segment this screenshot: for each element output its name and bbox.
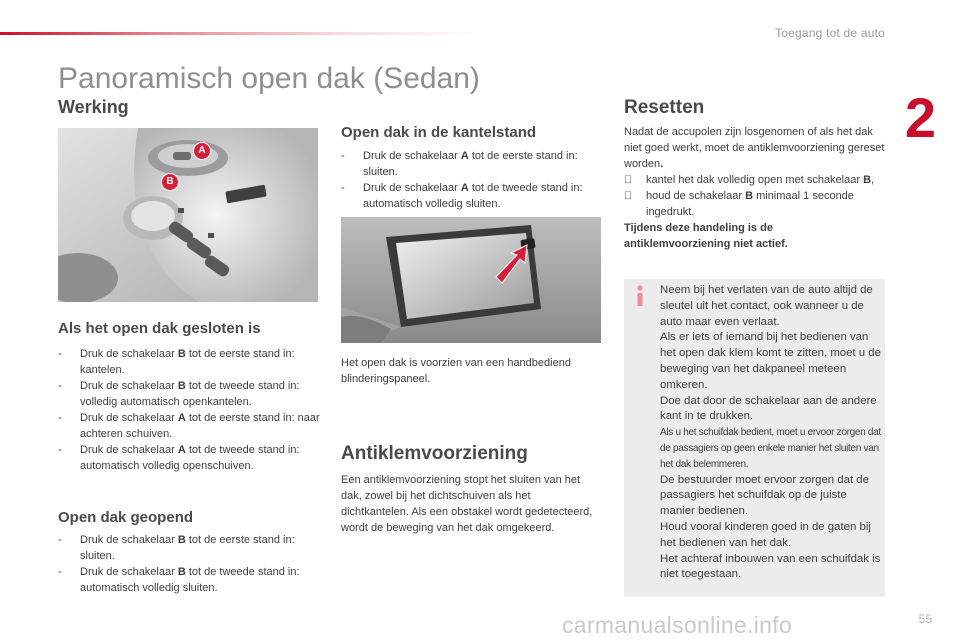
list-item [58,378,320,410]
page-number: 55 [918,612,932,626]
step-text: minimaal 1 seconde ingedrukt. [646,190,854,218]
step-text: tot de tweede stand in: volledig automatisch openkantelen. [80,380,300,408]
resetten-intro [624,124,886,172]
tilt-roof-steps [341,148,603,212]
roof-console-photo [58,128,318,302]
dash: - [341,150,345,162]
dash: - [58,380,62,392]
sunroof-photo [341,217,601,343]
step-text: Druk de schakelaar [363,150,461,162]
step-text: houd de schakelaar [646,190,746,202]
switch-key: B [177,380,186,392]
resetten-warning: Tijdens deze handeling is de antiklemvoorziening niet actief. [624,222,788,250]
switch-key: B [177,566,186,578]
info-icon [634,285,646,307]
dash: - [58,444,62,456]
resetten-heading: Resetten [624,97,705,118]
step-text: tot de eerste stand in: sluiten. [363,150,578,178]
switch-key: B [177,534,186,546]
antiklem-text: Een antiklemvoorziening stopt het sluiten van het dak, zowel bij het dichtschuiven als het dichtkantelen. Als een obstakel wordt gedetecteerd, wordt de beweging van het dak omgekeerd. [341,474,593,534]
list-item [58,564,320,596]
switch-key: A [460,182,469,194]
info-paragraph: Neem bij het verlaten van de auto altijd de sleutel uit het contact, ook wanneer u de auto maar even verlaat. [660,284,873,328]
dash: - [58,412,62,424]
step-text: tot de eerste stand in: sluiten. [80,534,295,562]
list-item [58,410,320,442]
switch-key: A [177,412,186,424]
switch-key: A [177,444,186,456]
open-roof-heading: Open dak geopend [58,509,194,526]
list-item [624,188,886,220]
step-text: tot de tweede stand in: automatisch volledig openschuiven. [80,444,300,472]
info-paragraph: De bestuurder moet ervoor zorgen dat de passagiers het schuifdak op de juiste manier bedienen. [660,473,869,518]
step-text: tot de tweede stand in: automatisch volledig sluiten. [80,566,300,594]
step-text: , [871,174,875,186]
step-text: Druk de schakelaar [80,566,178,578]
werking-heading: Werking [58,97,129,117]
header-accent-bar [0,32,480,35]
label-b-badge [161,173,179,191]
step-text: tot de eerste stand in: naar achteren schuiven. [80,412,320,440]
label-b-text: B [166,176,174,187]
antiklem-heading: Antiklemvoorziening [341,443,528,464]
list-item [58,346,320,378]
page-title: Panoramisch open dak (Sedan) [58,62,480,95]
list-item [341,148,603,180]
dash: - [58,348,62,360]
step-text: Druk de schakelaar [363,182,461,194]
checkbox-bullet-icon [624,172,632,188]
resetten-intro-text: Nadat de accupolen zijn losgenomen of als het dak niet goed werkt, moet de antiklemvoorziening gereset worden [624,126,885,170]
dash: - [341,182,345,194]
step-text: Druk de schakelaar [80,444,178,456]
switch-key: B [177,348,186,360]
step-text: Druk de schakelaar [80,412,178,424]
step-text: kantel het dak volledig open met schakelaar [646,174,864,186]
switch-key: B [745,190,754,202]
label-a-text: A [198,145,206,156]
step-text: Druk de schakelaar [80,380,178,392]
info-paragraph: Als er iets of iemand bij het bedienen van het open dak klem komt te zitten, moet u de beweging van het dakpaneel meteen omkeren. [660,331,881,391]
dash: - [58,534,62,546]
sunroof-illustration [341,217,601,343]
open-roof-steps [58,532,320,596]
closed-roof-steps [58,346,320,474]
resetten-intro-end: . [660,158,664,170]
list-item [341,180,603,212]
step-text: tot de eerste stand in: kantelen. [80,348,295,376]
info-text [660,283,882,583]
step-text: Druk de schakelaar [80,534,178,546]
watermark: carmanualsonline.info [562,612,793,638]
resetten-block [624,124,886,252]
closed-roof-heading: Als het open dak gesloten is [58,320,261,337]
dash: - [58,566,62,578]
info-paragraph: Het achteraf inbouwen van een schuifdak is niet toegestaan. [660,552,881,581]
switch-key: B [863,174,872,186]
checkbox-bullet-icon [624,188,632,204]
list-item [624,172,886,188]
info-paragraph: Als u het schuifdak bedient, moet u ervoor zorgen dat de passagiers op geen enkele manier het sluiten van het dak belemmeren. [660,427,881,470]
info-paragraph: Houd vooral kinderen goed in de gaten bij het bedienen van het dak. [660,520,871,549]
list-item [58,532,320,564]
resetten-steps [624,172,886,220]
step-text: Druk de schakelaar [80,348,178,360]
chapter-number: 2 [904,86,936,149]
info-paragraph: Doe dat door de schakelaar aan de andere kant in te drukken. [660,394,877,423]
tilt-roof-heading: Open dak in de kantelstand [341,124,537,141]
blind-caption: Het open dak is voorzien van een handbediend blinderingspaneel. [341,357,571,385]
list-item [58,442,320,474]
roof-console-illustration [58,128,318,302]
chapter-title: Toegang tot de auto [775,26,885,40]
label-a-badge [193,142,211,160]
step-text: tot de tweede stand in: automatisch volledig sluiten. [363,182,583,210]
switch-key: A [460,150,469,162]
